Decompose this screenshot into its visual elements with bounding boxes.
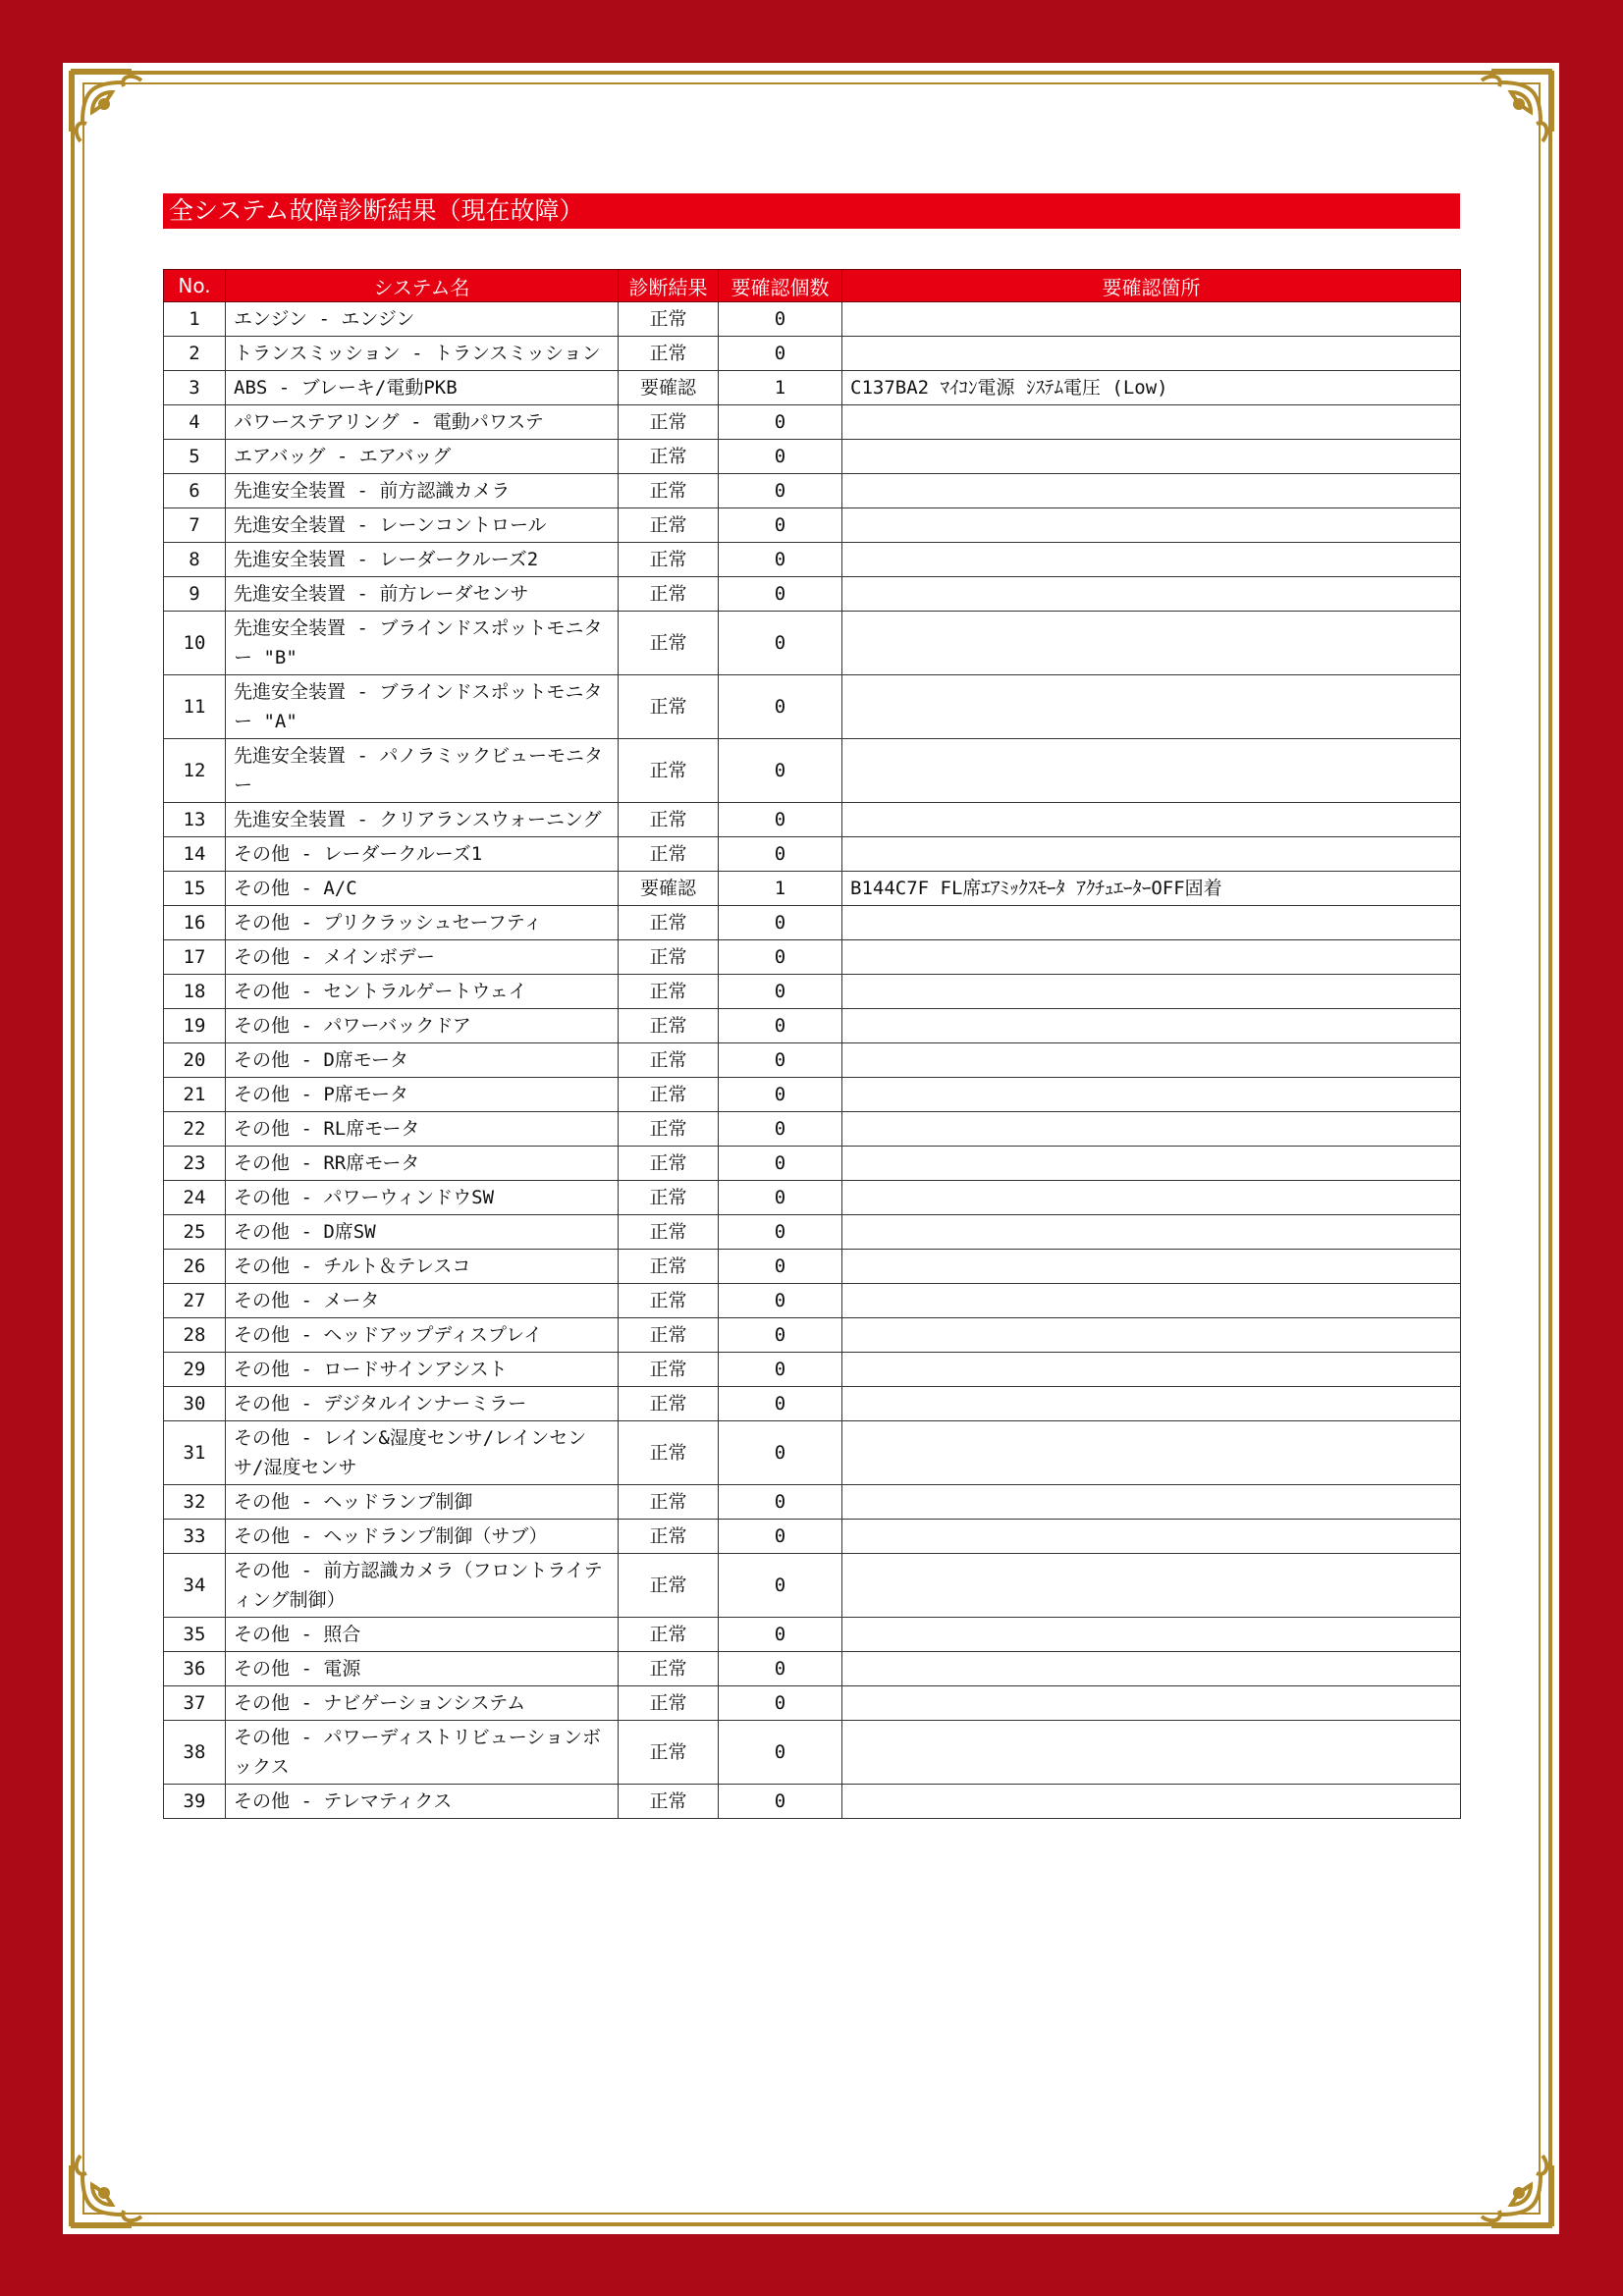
row-check-location: [842, 837, 1461, 872]
table-row: [164, 803, 1461, 837]
row-check-location: [842, 1387, 1461, 1421]
row-system-name: その他 - メインボデー: [226, 940, 619, 975]
row-no: 3: [164, 371, 226, 405]
row-diagnosis-result: 正常: [619, 1078, 719, 1112]
row-system-name: その他 - D席SW: [226, 1215, 619, 1250]
row-diagnosis-result: 正常: [619, 975, 719, 1009]
row-check-location: [842, 1520, 1461, 1554]
row-system-name: 先進安全装置 - レーンコントロール: [226, 508, 619, 543]
table-row: [164, 1043, 1461, 1078]
row-check-location: [842, 474, 1461, 508]
table-row: [164, 1421, 1461, 1485]
row-no: 14: [164, 837, 226, 872]
row-check-location: [842, 1353, 1461, 1387]
row-diagnosis-result: 正常: [619, 612, 719, 675]
row-check-count: 0: [719, 1485, 842, 1520]
table-row: [164, 906, 1461, 940]
row-no: 6: [164, 474, 226, 508]
row-check-location: [842, 906, 1461, 940]
row-system-name: 先進安全装置 - 前方レーダセンサ: [226, 577, 619, 612]
table-row: [164, 1353, 1461, 1387]
row-system-name: その他 - パワーバックドア: [226, 1009, 619, 1043]
row-check-location: B144C7F FL席ｴｱﾐｯｸｽﾓｰﾀ ｱｸﾁｭｴｰﾀｰOFF固着: [842, 872, 1461, 906]
row-system-name: 先進安全装置 - クリアランスウォーニング: [226, 803, 619, 837]
row-no: 11: [164, 675, 226, 739]
row-check-location: [842, 1652, 1461, 1686]
row-diagnosis-result: 正常: [619, 440, 719, 474]
row-diagnosis-result: 正常: [619, 1250, 719, 1284]
row-diagnosis-result: 正常: [619, 1147, 719, 1181]
row-check-count: 0: [719, 675, 842, 739]
row-check-count: 0: [719, 440, 842, 474]
row-diagnosis-result: 正常: [619, 803, 719, 837]
table-row: [164, 1009, 1461, 1043]
header-check-location: 要確認箇所: [842, 270, 1461, 302]
table-row: [164, 1112, 1461, 1147]
row-check-count: 0: [719, 1250, 842, 1284]
row-diagnosis-result: 正常: [619, 302, 719, 337]
header-diagnosis-result: 診断結果: [619, 270, 719, 302]
row-no: 5: [164, 440, 226, 474]
row-no: 29: [164, 1353, 226, 1387]
row-no: 39: [164, 1785, 226, 1819]
row-system-name: エンジン - エンジン: [226, 302, 619, 337]
row-check-count: 0: [719, 577, 842, 612]
row-system-name: その他 - A/C: [226, 872, 619, 906]
row-diagnosis-result: 正常: [619, 577, 719, 612]
row-check-count: 0: [719, 1181, 842, 1215]
table-row: [164, 1147, 1461, 1181]
row-no: 17: [164, 940, 226, 975]
row-check-count: 0: [719, 803, 842, 837]
row-system-name: その他 - ナビゲーションシステム: [226, 1686, 619, 1721]
header-no: No.: [164, 270, 226, 302]
row-check-count: 0: [719, 1721, 842, 1785]
row-no: 34: [164, 1554, 226, 1618]
row-check-location: [842, 1721, 1461, 1785]
row-no: 15: [164, 872, 226, 906]
row-check-count: 0: [719, 508, 842, 543]
row-system-name: その他 - ヘッドランプ制御: [226, 1485, 619, 1520]
row-system-name: その他 - D席モータ: [226, 1043, 619, 1078]
row-check-count: 0: [719, 1421, 842, 1485]
row-check-count: 0: [719, 1520, 842, 1554]
row-no: 7: [164, 508, 226, 543]
row-check-count: 0: [719, 1353, 842, 1387]
row-no: 22: [164, 1112, 226, 1147]
row-system-name: その他 - チルト＆テレスコ: [226, 1250, 619, 1284]
row-no: 38: [164, 1721, 226, 1785]
row-system-name: 先進安全装置 - 前方認識カメラ: [226, 474, 619, 508]
row-check-count: 0: [719, 1078, 842, 1112]
row-no: 4: [164, 405, 226, 440]
row-no: 18: [164, 975, 226, 1009]
row-diagnosis-result: 正常: [619, 1618, 719, 1652]
row-diagnosis-result: 正常: [619, 1318, 719, 1353]
row-no: 31: [164, 1421, 226, 1485]
table-row: [164, 872, 1461, 906]
row-check-location: [842, 1554, 1461, 1618]
row-check-count: 0: [719, 1043, 842, 1078]
row-diagnosis-result: 正常: [619, 1215, 719, 1250]
row-check-location: [842, 577, 1461, 612]
row-diagnosis-result: 正常: [619, 1721, 719, 1785]
row-system-name: 先進安全装置 - パノラミックビューモニター: [226, 739, 619, 803]
row-check-count: 0: [719, 975, 842, 1009]
row-diagnosis-result: 正常: [619, 543, 719, 577]
table-row: [164, 302, 1461, 337]
row-check-location: [842, 803, 1461, 837]
row-check-count: 0: [719, 906, 842, 940]
row-no: 25: [164, 1215, 226, 1250]
row-system-name: その他 - RL席モータ: [226, 1112, 619, 1147]
row-check-location: [842, 739, 1461, 803]
row-diagnosis-result: 正常: [619, 1785, 719, 1819]
row-system-name: トランスミッション - トランスミッション: [226, 337, 619, 371]
table-row: [164, 543, 1461, 577]
table-row: [164, 739, 1461, 803]
row-system-name: その他 - パワーディストリビューションボックス: [226, 1721, 619, 1785]
row-no: 28: [164, 1318, 226, 1353]
row-check-count: 0: [719, 1318, 842, 1353]
row-diagnosis-result: 正常: [619, 1686, 719, 1721]
row-check-count: 1: [719, 371, 842, 405]
row-system-name: その他 - プリクラッシュセーフティ: [226, 906, 619, 940]
table-row: [164, 1721, 1461, 1785]
row-system-name: その他 - P席モータ: [226, 1078, 619, 1112]
row-system-name: その他 - ロードサインアシスト: [226, 1353, 619, 1387]
table-row: [164, 508, 1461, 543]
row-diagnosis-result: 正常: [619, 1112, 719, 1147]
row-diagnosis-result: 正常: [619, 940, 719, 975]
row-no: 12: [164, 739, 226, 803]
table-row: [164, 940, 1461, 975]
row-diagnosis-result: 正常: [619, 1421, 719, 1485]
table-row: [164, 1686, 1461, 1721]
row-check-location: [842, 1421, 1461, 1485]
row-check-count: 0: [719, 1284, 842, 1318]
row-check-location: [842, 1181, 1461, 1215]
row-no: 16: [164, 906, 226, 940]
row-check-location: [842, 940, 1461, 975]
row-system-name: パワーステアリング - 電動パワステ: [226, 405, 619, 440]
row-check-location: [842, 1686, 1461, 1721]
row-check-location: [842, 1078, 1461, 1112]
row-check-count: 0: [719, 1387, 842, 1421]
row-check-count: 0: [719, 1686, 842, 1721]
row-no: 27: [164, 1284, 226, 1318]
row-no: 32: [164, 1485, 226, 1520]
row-check-location: [842, 1112, 1461, 1147]
row-diagnosis-result: 要確認: [619, 371, 719, 405]
row-system-name: その他 - メータ: [226, 1284, 619, 1318]
row-diagnosis-result: 正常: [619, 1652, 719, 1686]
row-system-name: エアバッグ - エアバッグ: [226, 440, 619, 474]
table-row: [164, 577, 1461, 612]
row-diagnosis-result: 正常: [619, 1520, 719, 1554]
table-row: [164, 975, 1461, 1009]
row-no: 10: [164, 612, 226, 675]
row-no: 35: [164, 1618, 226, 1652]
row-diagnosis-result: 正常: [619, 337, 719, 371]
row-system-name: その他 - レイン&湿度センサ/レインセンサ/湿度センサ: [226, 1421, 619, 1485]
row-no: 36: [164, 1652, 226, 1686]
row-diagnosis-result: 正常: [619, 474, 719, 508]
table-row: [164, 612, 1461, 675]
diagnosis-table: [163, 269, 1461, 1819]
row-no: 13: [164, 803, 226, 837]
row-check-location: [842, 337, 1461, 371]
row-system-name: その他 - 電源: [226, 1652, 619, 1686]
row-no: 8: [164, 543, 226, 577]
row-check-count: 0: [719, 1554, 842, 1618]
row-check-count: 0: [719, 302, 842, 337]
table-row: [164, 1318, 1461, 1353]
row-system-name: その他 - 照合: [226, 1618, 619, 1652]
row-check-location: [842, 440, 1461, 474]
table-row: [164, 837, 1461, 872]
row-check-count: 0: [719, 837, 842, 872]
row-system-name: 先進安全装置 - ブラインドスポットモニター "B": [226, 612, 619, 675]
table-row: [164, 1181, 1461, 1215]
table-row: [164, 675, 1461, 739]
row-no: 30: [164, 1387, 226, 1421]
row-check-location: [842, 1043, 1461, 1078]
row-diagnosis-result: 正常: [619, 1284, 719, 1318]
row-check-location: [842, 975, 1461, 1009]
table-row: [164, 474, 1461, 508]
row-check-location: [842, 405, 1461, 440]
row-system-name: 先進安全装置 - レーダークルーズ2: [226, 543, 619, 577]
row-check-count: 0: [719, 1652, 842, 1686]
row-check-location: [842, 612, 1461, 675]
report-title: 全システム故障診断結果（現在故障）: [163, 193, 1460, 229]
row-diagnosis-result: 正常: [619, 1387, 719, 1421]
row-system-name: その他 - パワーウィンドウSW: [226, 1181, 619, 1215]
table-row: [164, 1387, 1461, 1421]
table-row: [164, 1652, 1461, 1686]
row-check-location: [842, 1147, 1461, 1181]
header-check-count: 要確認個数: [719, 270, 842, 302]
table-row: [164, 1618, 1461, 1652]
row-no: 23: [164, 1147, 226, 1181]
row-diagnosis-result: 正常: [619, 508, 719, 543]
row-system-name: 先進安全装置 - ブラインドスポットモニター "A": [226, 675, 619, 739]
row-system-name: その他 - レーダークルーズ1: [226, 837, 619, 872]
row-check-location: [842, 1284, 1461, 1318]
row-check-location: C137BA2 ﾏｲｺﾝ電源 ｼｽﾃﾑ電圧 (Low): [842, 371, 1461, 405]
table-row: [164, 440, 1461, 474]
row-check-location: [842, 1618, 1461, 1652]
row-check-location: [842, 1318, 1461, 1353]
row-no: 21: [164, 1078, 226, 1112]
row-check-count: 0: [719, 1147, 842, 1181]
table-row: [164, 1215, 1461, 1250]
row-system-name: その他 - セントラルゲートウェイ: [226, 975, 619, 1009]
row-check-location: [842, 1009, 1461, 1043]
row-check-location: [842, 1785, 1461, 1819]
row-no: 20: [164, 1043, 226, 1078]
row-no: 9: [164, 577, 226, 612]
table-row: [164, 1284, 1461, 1318]
row-check-location: [842, 1485, 1461, 1520]
row-no: 19: [164, 1009, 226, 1043]
table-row: [164, 1554, 1461, 1618]
row-diagnosis-result: 正常: [619, 739, 719, 803]
row-system-name: その他 - ヘッドアップディスプレイ: [226, 1318, 619, 1353]
table-row: [164, 337, 1461, 371]
row-system-name: その他 - デジタルインナーミラー: [226, 1387, 619, 1421]
row-diagnosis-result: 正常: [619, 1009, 719, 1043]
corner-ornament-bottom-left: [63, 2116, 181, 2234]
table-row: [164, 371, 1461, 405]
row-diagnosis-result: 要確認: [619, 872, 719, 906]
row-check-location: [842, 543, 1461, 577]
row-diagnosis-result: 正常: [619, 1353, 719, 1387]
row-diagnosis-result: 正常: [619, 1485, 719, 1520]
row-no: 26: [164, 1250, 226, 1284]
row-system-name: その他 - 前方認識カメラ（フロントライティング制御）: [226, 1554, 619, 1618]
table-row: [164, 1520, 1461, 1554]
header-system-name: システム名: [226, 270, 619, 302]
table-row: [164, 1485, 1461, 1520]
row-check-count: 0: [719, 612, 842, 675]
row-check-count: 0: [719, 1009, 842, 1043]
corner-ornament-top-right: [1442, 63, 1560, 181]
row-check-count: 0: [719, 474, 842, 508]
row-system-name: その他 - RR席モータ: [226, 1147, 619, 1181]
table-header-row: [164, 270, 1461, 302]
row-diagnosis-result: 正常: [619, 837, 719, 872]
table-row: [164, 1250, 1461, 1284]
row-check-count: 0: [719, 940, 842, 975]
row-diagnosis-result: 正常: [619, 405, 719, 440]
row-check-count: 0: [719, 1618, 842, 1652]
row-no: 37: [164, 1686, 226, 1721]
table-row: [164, 405, 1461, 440]
row-check-count: 1: [719, 872, 842, 906]
row-no: 33: [164, 1520, 226, 1554]
row-diagnosis-result: 正常: [619, 675, 719, 739]
row-system-name: その他 - ヘッドランプ制御（サブ）: [226, 1520, 619, 1554]
row-check-count: 0: [719, 739, 842, 803]
row-no: 2: [164, 337, 226, 371]
row-diagnosis-result: 正常: [619, 1181, 719, 1215]
table-row: [164, 1078, 1461, 1112]
row-check-count: 0: [719, 1112, 842, 1147]
row-no: 24: [164, 1181, 226, 1215]
row-check-count: 0: [719, 1785, 842, 1819]
row-check-location: [842, 302, 1461, 337]
row-check-location: [842, 675, 1461, 739]
row-check-count: 0: [719, 1215, 842, 1250]
row-check-location: [842, 1250, 1461, 1284]
corner-ornament-top-left: [63, 63, 181, 181]
row-diagnosis-result: 正常: [619, 906, 719, 940]
row-check-count: 0: [719, 543, 842, 577]
row-system-name: ABS - ブレーキ/電動PKB: [226, 371, 619, 405]
row-check-location: [842, 1215, 1461, 1250]
row-diagnosis-result: 正常: [619, 1043, 719, 1078]
row-check-count: 0: [719, 405, 842, 440]
row-check-location: [842, 508, 1461, 543]
row-no: 1: [164, 302, 226, 337]
table-row: [164, 1785, 1461, 1819]
row-system-name: その他 - テレマティクス: [226, 1785, 619, 1819]
row-check-count: 0: [719, 337, 842, 371]
row-diagnosis-result: 正常: [619, 1554, 719, 1618]
corner-ornament-bottom-right: [1442, 2116, 1560, 2234]
